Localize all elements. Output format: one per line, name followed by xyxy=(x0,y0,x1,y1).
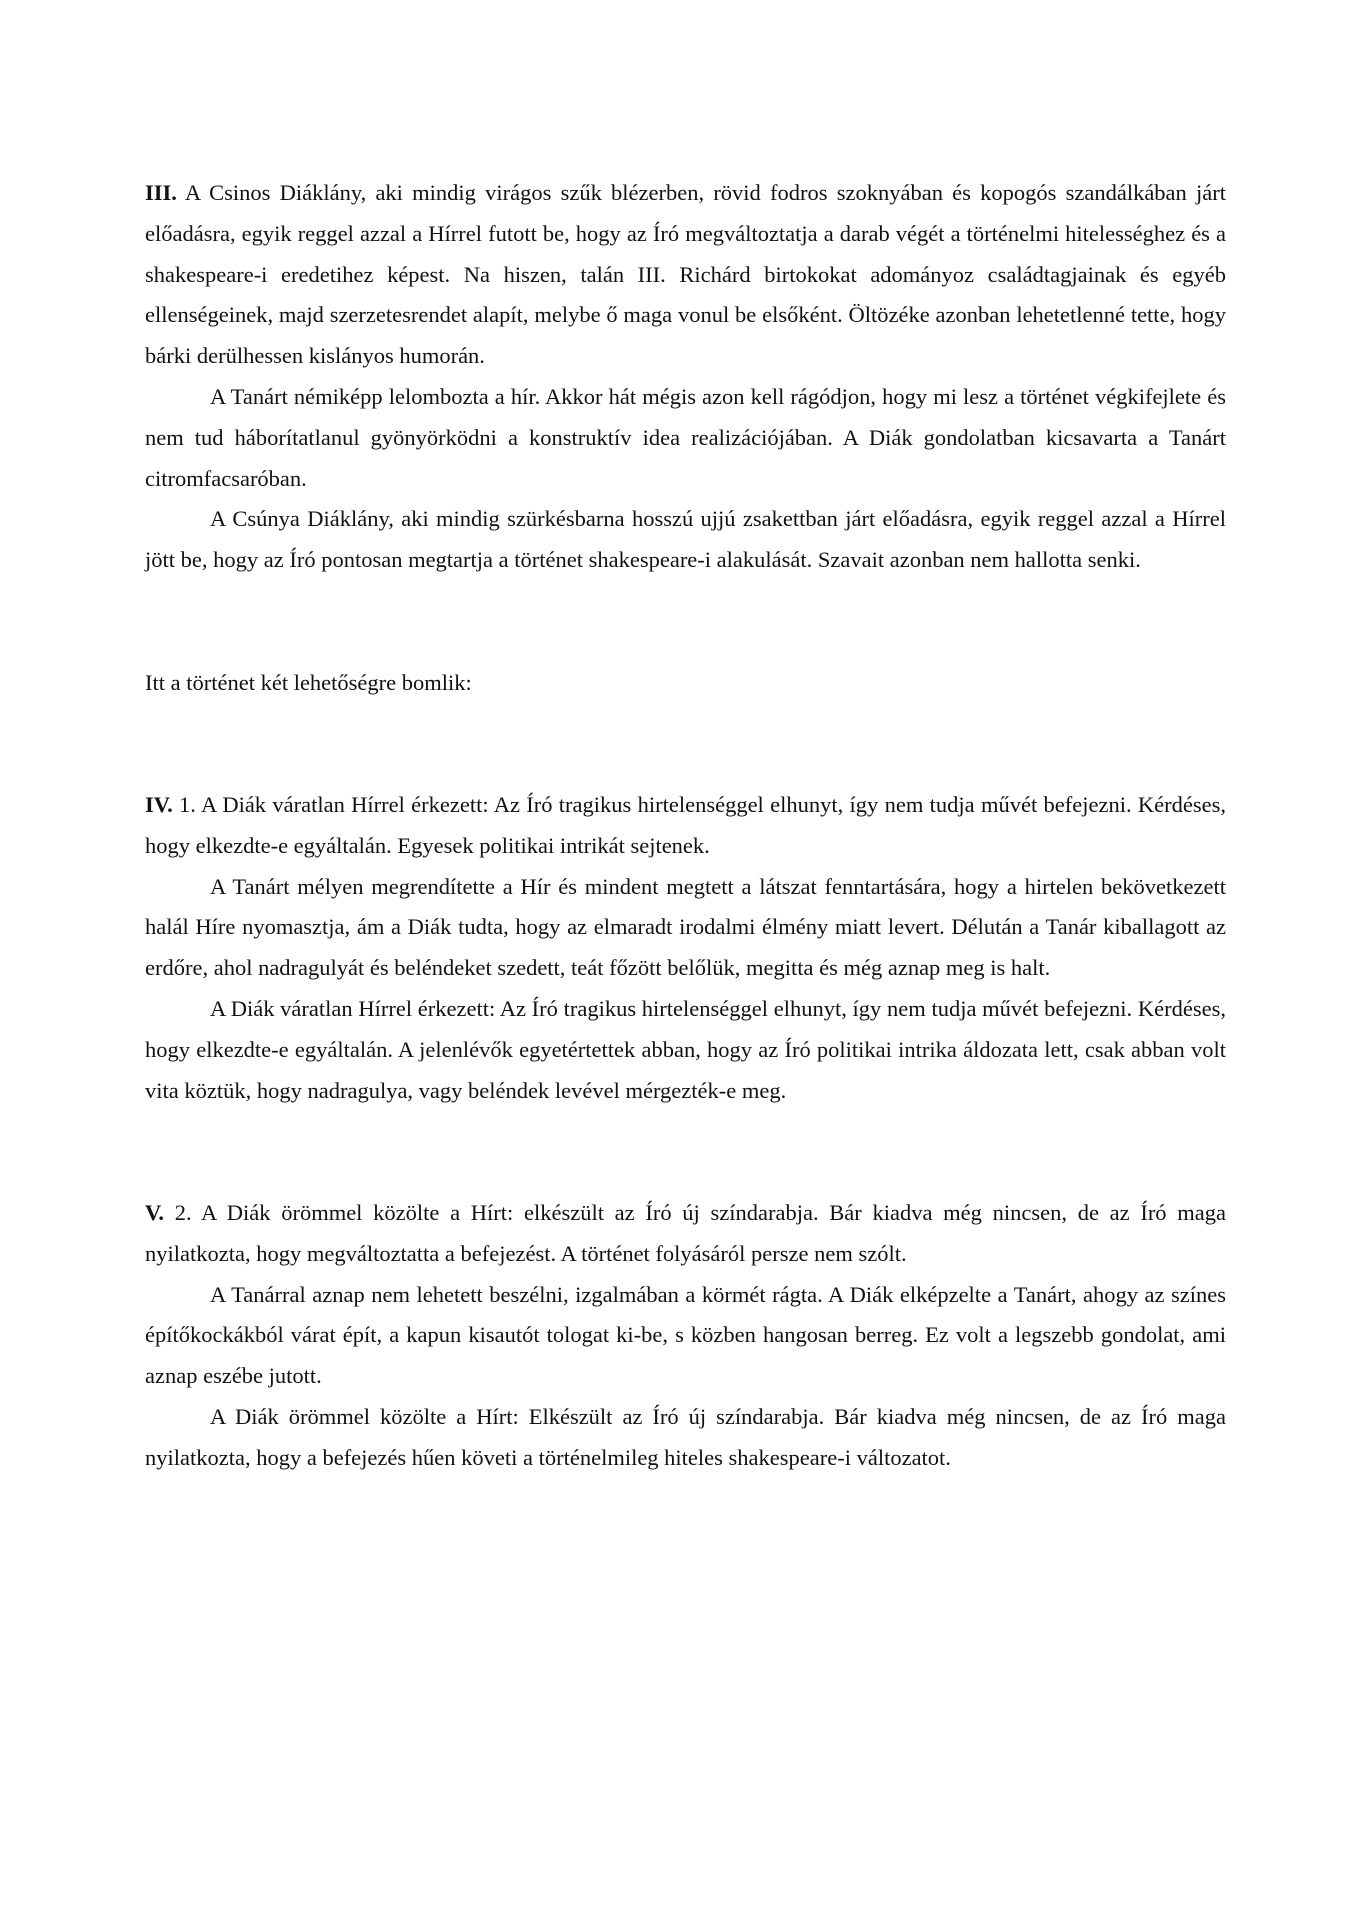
paragraph-text: 2. A Diák örömmel közölte a Hírt: elkészült az Író új színdarabja. Bár kiadva még nincsen, de az Író maga nyilatkozta, hogy megváltoztatta a befejezést. A történet folyásáról persze nem szólt. xyxy=(145,1199,1226,1266)
section-iv-paragraph-2: A Tanárt mélyen megrendítette a Hír és mindent megtett a látszat fenntartására, hogy a hirtelen bekövetkezett halál Híre nyomasztja, ám a Diák tudta, hogy az elmaradt irodalmi élmény miatt levert. Délután a Tanár kiballagott az erdőre, ahol nadragulyát és beléndeket szedett, teát főzött belőlük, megitta és még aznap meg is halt. xyxy=(145,873,1226,981)
section-iv-paragraph-1 xyxy=(145,785,1226,867)
section-iii-paragraph-2: A Tanárt némiképp lelombozta a hír. Akkor hát mégis azon kell rágódjon, hogy mi lesz a történet végkifejlete és nem tud háborítatlanul gyönyörködni a konstruktív idea realizációjában. A Diák gondolatban kicsavarta a Tanárt citromfacsaróban. xyxy=(145,383,1226,491)
blank-space xyxy=(145,1111,1226,1193)
section-v-paragraph-2: A Tanárral aznap nem lehetett beszélni, izgalmában a körmét rágta. A Diák elképzelte a Tanárt, ahogy az színes építőkockákból várat épít, a kapun kisautót tologat ki-be, s közben hangosan berreg. Ez volt a legszebb gondolat, ami aznap eszébe jutott. xyxy=(145,1281,1226,1389)
paragraph-text: A Csinos Diáklány, aki mindig virágos szűk blézerben, rövid fodros szoknyában és kopogós szandálkában járt előadásra, egyik reggel azzal a Hírrel futott be, hogy az Író megváltoztatja a darab végét a történelmi hitelességhez és a shakespeare-i eredetihez képest. Na hiszen, talán III. Richárd birtokokat adományoz családtagjainak és egyéb ellenségeinek, majd szerzetesrendet alapít, melybe ő maga vonul be elsőként. Öltözéke azonban lehetetlenné tette, hogy bárki derülhessen kislányos humorán. xyxy=(145,180,1226,369)
section-iii-paragraph-1 xyxy=(145,173,1226,377)
blank-space xyxy=(145,581,1226,663)
section-numeral-iv: IV. xyxy=(145,791,173,817)
section-v-paragraph-1 xyxy=(145,1193,1226,1275)
document-page xyxy=(145,173,1226,1479)
section-iii-paragraph-3: A Csúnya Diáklány, aki mindig szürkésbarna hosszú ujjú zsakettban járt előadásra, egyik reggel azzal a Hírrel jött be, hogy az Író pontosan megtartja a történet shakespeare-i alakulását. Szavait azonban nem hallotta senki. xyxy=(145,506,1226,573)
section-numeral-v: V. xyxy=(145,1199,164,1225)
section-v-paragraph-3: A Diák örömmel közölte a Hírt: Elkészült az Író új színdarabja. Bár kiadva még nincsen, de az Író maga nyilatkozta, hogy a befejezés hűen követi a történelmileg hiteles shakespeare-i változatot. xyxy=(145,1403,1226,1470)
blank-space xyxy=(145,703,1226,785)
split-sentence: Itt a történet két lehetőségre bomlik: xyxy=(145,669,472,695)
section-iv-paragraph-3: A Diák váratlan Hírrel érkezett: Az Író tragikus hirtelenséggel elhunyt, így nem tudja művét befejezni. Kérdéses, hogy elkezdte-e egyáltalán. A jelenlévők egyetértettek abban, hogy az Író politikai intrika áldozata lett, csak abban volt vita köztük, hogy nadragulya, vagy beléndek levével mérgezték-e meg. xyxy=(145,995,1226,1103)
section-numeral-iii: III. xyxy=(145,180,177,205)
paragraph-text: 1. A Diák váratlan Hírrel érkezett: Az Író tragikus hirtelenséggel elhunyt, így nem tudja művét befejezni. Kérdéses, hogy elkezdte-e egyáltalán. Egyesek politikai intrikát sejtenek. xyxy=(145,791,1226,858)
